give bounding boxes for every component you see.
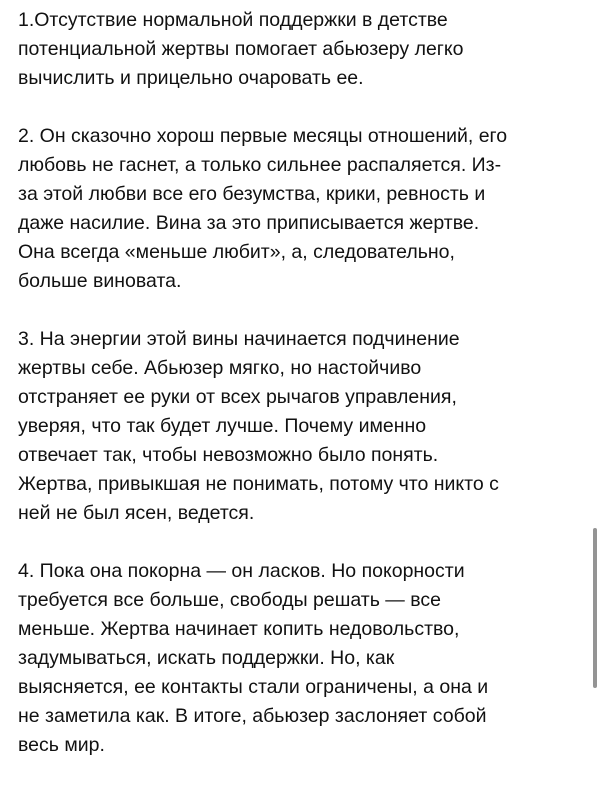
- text-line: меньше. Жертва начинает копить недовольство,: [18, 618, 460, 640]
- text-line: за этой любви все его безумства, крики, ревность и: [18, 183, 486, 205]
- text-line: жертвы себе. Абьюзер мягко, но настойчиво: [18, 357, 422, 379]
- text-line: даже насилие. Вина за это приписывается жертве.: [18, 212, 480, 234]
- text-line: 4. Пока она покорна — он ласков. Но покорности: [18, 560, 465, 582]
- text-line: весь мир.: [18, 734, 105, 756]
- text-line: не заметила как. В итоге, абьюзер заслоняет собой: [18, 705, 487, 727]
- text-line: отвечает так, чтобы невозможно было понять.: [18, 444, 439, 466]
- text-line: Она всегда «меньше любит», а, следовательно,: [18, 241, 455, 263]
- note-body[interactable]: [18, 6, 590, 789]
- text-line: 3. На энергии этой вины начинается подчинение: [18, 328, 460, 350]
- text-line: отстраняет ее руки от всех рычагов управления,: [18, 386, 457, 408]
- text-line: 2. Он сказочно хорош первые месяцы отношений, его: [18, 125, 508, 147]
- scrollbar-thumb[interactable]: [593, 528, 597, 688]
- text-line: вычислить и прицельно очаровать ее.: [18, 67, 364, 89]
- paragraph-2: [18, 122, 590, 296]
- paragraph-3: [18, 325, 590, 528]
- text-line: ней не был ясен, ведется.: [18, 502, 255, 524]
- text-line: любовь не гаснет, а только сильнее распаляется. Из-: [18, 154, 502, 176]
- text-line: Жертва, привыкшая не понимать, потому что никто с: [18, 473, 499, 495]
- text-line: больше виновата.: [18, 270, 182, 292]
- text-line: уверяя, что так будет лучше. Почему именно: [18, 415, 427, 437]
- paragraph-4: [18, 557, 590, 760]
- text-line: 1.Отсутствие нормальной поддержки в детстве: [18, 9, 448, 31]
- text-line: выясняется, ее контакты стали ограничены, а она и: [18, 676, 489, 698]
- text-line: требуется все больше, свободы решать — все: [18, 589, 441, 611]
- text-line: потенциальной жертвы помогает абьюзеру легко: [18, 38, 464, 60]
- text-line: задумываться, искать поддержки. Но, как: [18, 647, 395, 669]
- paragraph-1: [18, 6, 590, 93]
